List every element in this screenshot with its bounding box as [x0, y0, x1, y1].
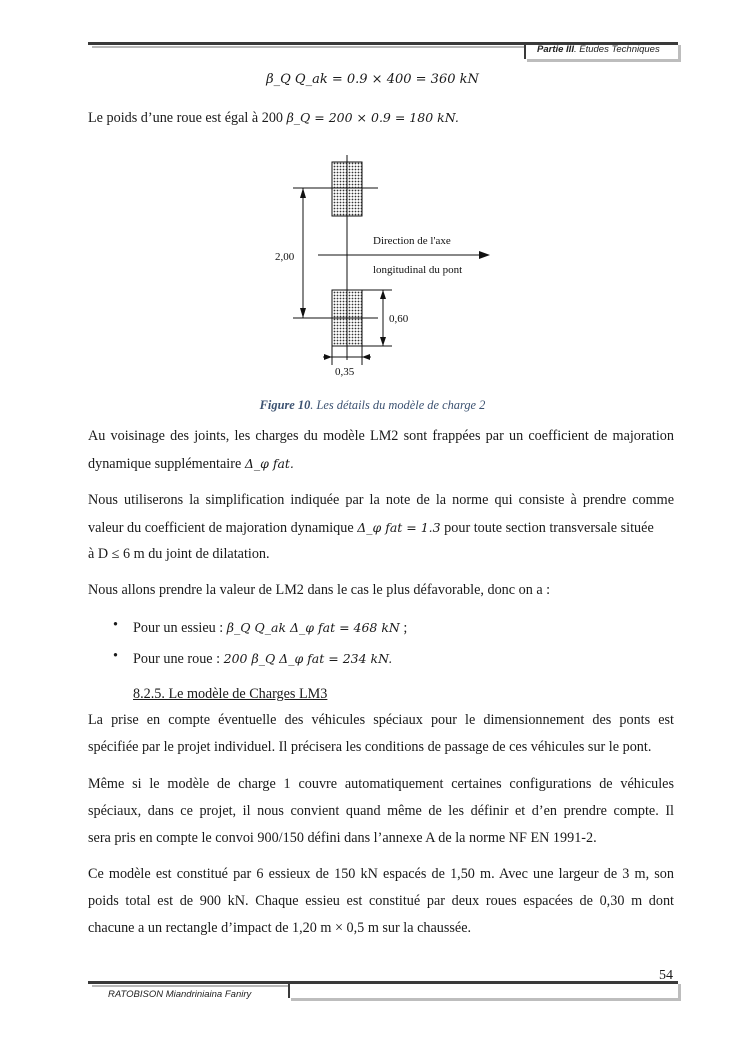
footer-rule-shadow: [92, 985, 289, 987]
para6-line3: chacune a un rectangle d’impact de 1,20 m × 0,5 m sur la chaussée.: [88, 920, 472, 936]
footer-author: RATOBISON Miandriniaina Faniry: [108, 989, 252, 1000]
bullet-roue-math: 200 β_Q Δ_φ fat = 234 kN.: [223, 651, 393, 666]
poids-roue-text: Le poids d’une roue est égal à 200: [88, 110, 287, 126]
label-direction-2: longitudinal du pont: [373, 264, 463, 276]
label-060: 0,60: [389, 313, 409, 325]
section-heading-lm3: 8.2.5. Le modèle de Charges LM3: [133, 686, 328, 702]
para1-line2: [88, 450, 674, 478]
footer-rule: [88, 981, 288, 984]
para5-line3: sera pris en compte le convoi 900/150 défini dans l’annexe A de la norme NF EN 1991-2.: [88, 830, 597, 846]
bullet-essieu: [133, 614, 673, 642]
para1-line2-math: Δ_φ fat.: [244, 456, 294, 471]
para2-line2-text: valeur du coefficient de majoration dynamique: [88, 520, 358, 536]
para2-line2: [88, 514, 674, 542]
para1-line1: Au voisinage des joints, les charges du modèle LM2 sont frappées par un coefficient de majoration: [88, 428, 674, 444]
figure-caption: [0, 398, 745, 413]
header-title: . Études Techniques: [573, 44, 660, 55]
bullet-roue: [133, 645, 673, 673]
bullet-essieu-math: β_Q Q_ak Δ_φ fat = 468 kN: [226, 620, 400, 635]
para4-line1: La prise en compte éventuelle des véhicules spéciaux pour le dimensionnement des ponts est: [88, 712, 674, 728]
bullet-roue-text: Pour une roue :: [133, 651, 224, 667]
bullet-dot-1: •: [113, 617, 118, 633]
equation-beta-q: β_Q Q_ak = 0.9 × 400 = 360 kN: [266, 72, 479, 87]
bullet-essieu-tail: ;: [399, 620, 408, 636]
bullet-essieu-text: Pour un essieu :: [133, 620, 227, 636]
caption-text: . Les détails du modèle de charge 2: [310, 398, 486, 412]
figure-lm2-diagram: [0, 150, 745, 390]
bullet-dot-2: •: [113, 648, 118, 664]
caption-number: Figure 10: [259, 398, 311, 412]
para2-line3: à D ≤ 6 m du joint de dilatation.: [88, 546, 270, 562]
para2-line2-rest: pour toute section transversale située: [440, 520, 654, 536]
para4-line2: spécifiée par le projet individuel. Il précisera les conditions de passage de ces véhicules sur le pont.: [88, 739, 652, 755]
paragraph-poids-roue: [88, 104, 674, 132]
para1-line2-text: dynamique supplémentaire: [88, 456, 245, 472]
para6-line1: Ce modèle est constitué par 6 essieux de 150 kN espacés de 1,50 m. Avec une largeur de 3 m, son: [88, 866, 674, 882]
para2-line1: Nous utiliserons la simplification indiquée par la note de la norme qui consiste à prendre comme: [88, 492, 674, 508]
footer-tab: [288, 981, 678, 998]
label-direction-1: Direction de l'axe: [373, 235, 451, 247]
para3: Nous allons prendre la valeur de LM2 dans le cas le plus défavorable, donc on a :: [88, 582, 551, 598]
running-header: [537, 44, 660, 55]
label-035: 0,35: [335, 366, 355, 378]
para6-line2: poids total est de 900 kN. Chaque essieu est constitué par deux roues espacées de 0,30 m dont: [88, 893, 674, 909]
poids-roue-math: β_Q = 200 × 0.9 = 180 kN.: [286, 110, 459, 125]
header-rule: [88, 42, 525, 45]
page-number: 54: [659, 968, 673, 983]
label-200: 2,00: [275, 251, 295, 263]
para2-line2-math: Δ_φ fat = 1.3: [357, 520, 441, 535]
para5-line1: Même si le modèle de charge 1 couvre automatiquement certaines configurations de véhicules: [88, 776, 674, 792]
header-rule-shadow: [92, 46, 526, 48]
para5-line2: spéciaux, dans ce projet, il nous convient quand même de les définir et d’en prendre compte. Il: [88, 803, 674, 819]
header-part: Partie III: [537, 44, 574, 55]
